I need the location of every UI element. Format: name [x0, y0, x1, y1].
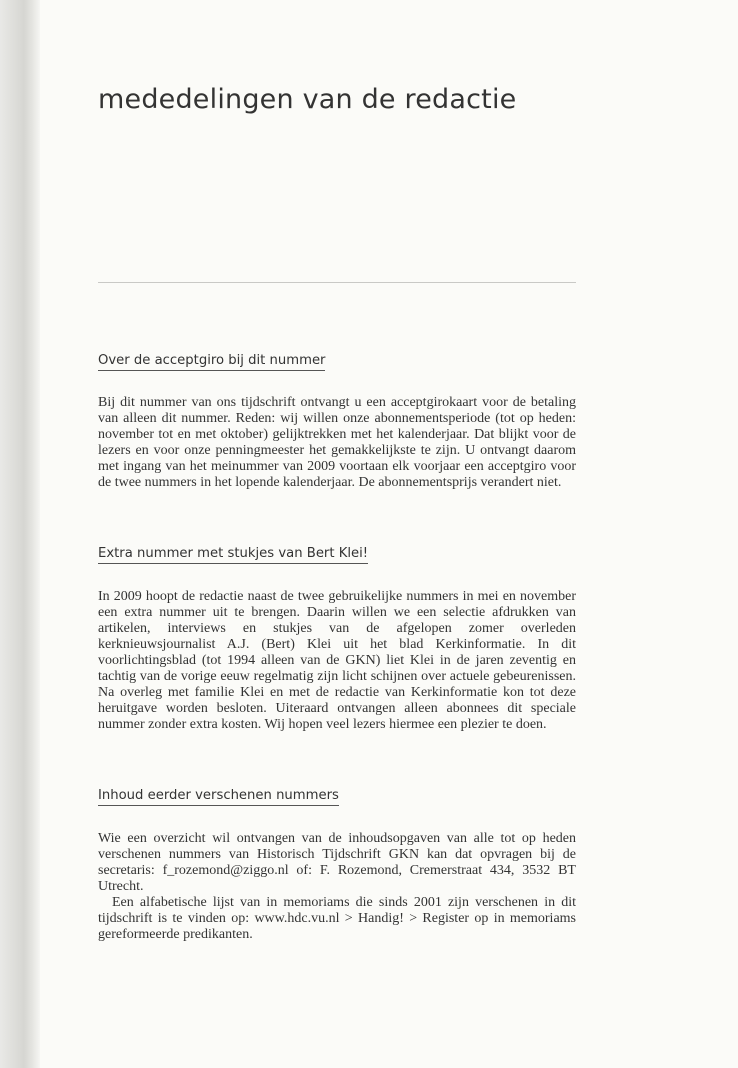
section-heading: Over de acceptgiro bij dit nummer [98, 353, 325, 371]
paragraph: Wie een overzicht wil ontvangen van de inhoudsopgaven van alle tot op heden verschenen nummers van Historisch Tijdschrift GKN kan dat opvragen bij de secretaris: f_rozemond@ziggo.nl of: F. Rozemond, Cremerstraat 434, 3532 BT Utrecht. [98, 831, 576, 894]
section-extra-nummer [98, 544, 576, 733]
section-heading: Extra nummer met stukjes van Bert Klei! [98, 546, 368, 564]
section-heading: Inhoud eerder verschenen nummers [98, 788, 339, 806]
paragraph: Bij dit nummer van ons tijdschrift ontvangt u een acceptgirokaart voor de betaling van alleen dit nummer. Reden: wij willen onze abonnementsperiode (tot op heden: november tot en met oktober) gelijktrekken met het kalenderjaar. Dat blijkt voor de lezers en voor onze penningmeester het gemakkelijkste te zijn. U ontvangt daarom met ingang van het meinummer van 2009 voortaan elk voorjaar een acceptgiro voor de twee nummers in het lopende kalenderjaar. De abonnementsprijs verandert niet. [98, 395, 576, 490]
paragraph: Een alfabetische lijst van in memoriams die sinds 2001 zijn verschenen in dit tijdschrift is te vinden op: www.hdc.vu.nl > Handig! > Register op in memoriams gereformeerde predikanten. [98, 895, 576, 942]
section-inhoud [98, 786, 576, 943]
paragraph: In 2009 hoopt de redactie naast de twee gebruikelijke nummers in mei en november een extra nummer uit te brengen. Daarin willen we een selectie afdrukken van artikelen, interviews en stukjes van de afgelopen zomer overleden kerknieuwsjournalist A.J. (Bert) Klei uit het blad Kerkinformatie. In dit voorlichtingsblad (tot 1994 alleen van de GKN) liet Klei in de jaren zeventig en tachtig van de vorige eeuw regelmatig zijn licht schijnen over actuele gebeurenissen. Na overleg met familie Klei en met de redactie van Kerkinformatie kon tot deze heruitgave worden besloten. Uiteraard ontvangen alleen abonnees dit speciale nummer zonder extra kosten. Wij hopen veel lezers hiermee een plezier te doen. [98, 589, 576, 732]
horizontal-rule [98, 282, 576, 283]
page-spine-shadow [0, 0, 40, 1068]
page-title: mededelingen van de redactie [98, 84, 517, 115]
section-acceptgiro [98, 351, 576, 491]
